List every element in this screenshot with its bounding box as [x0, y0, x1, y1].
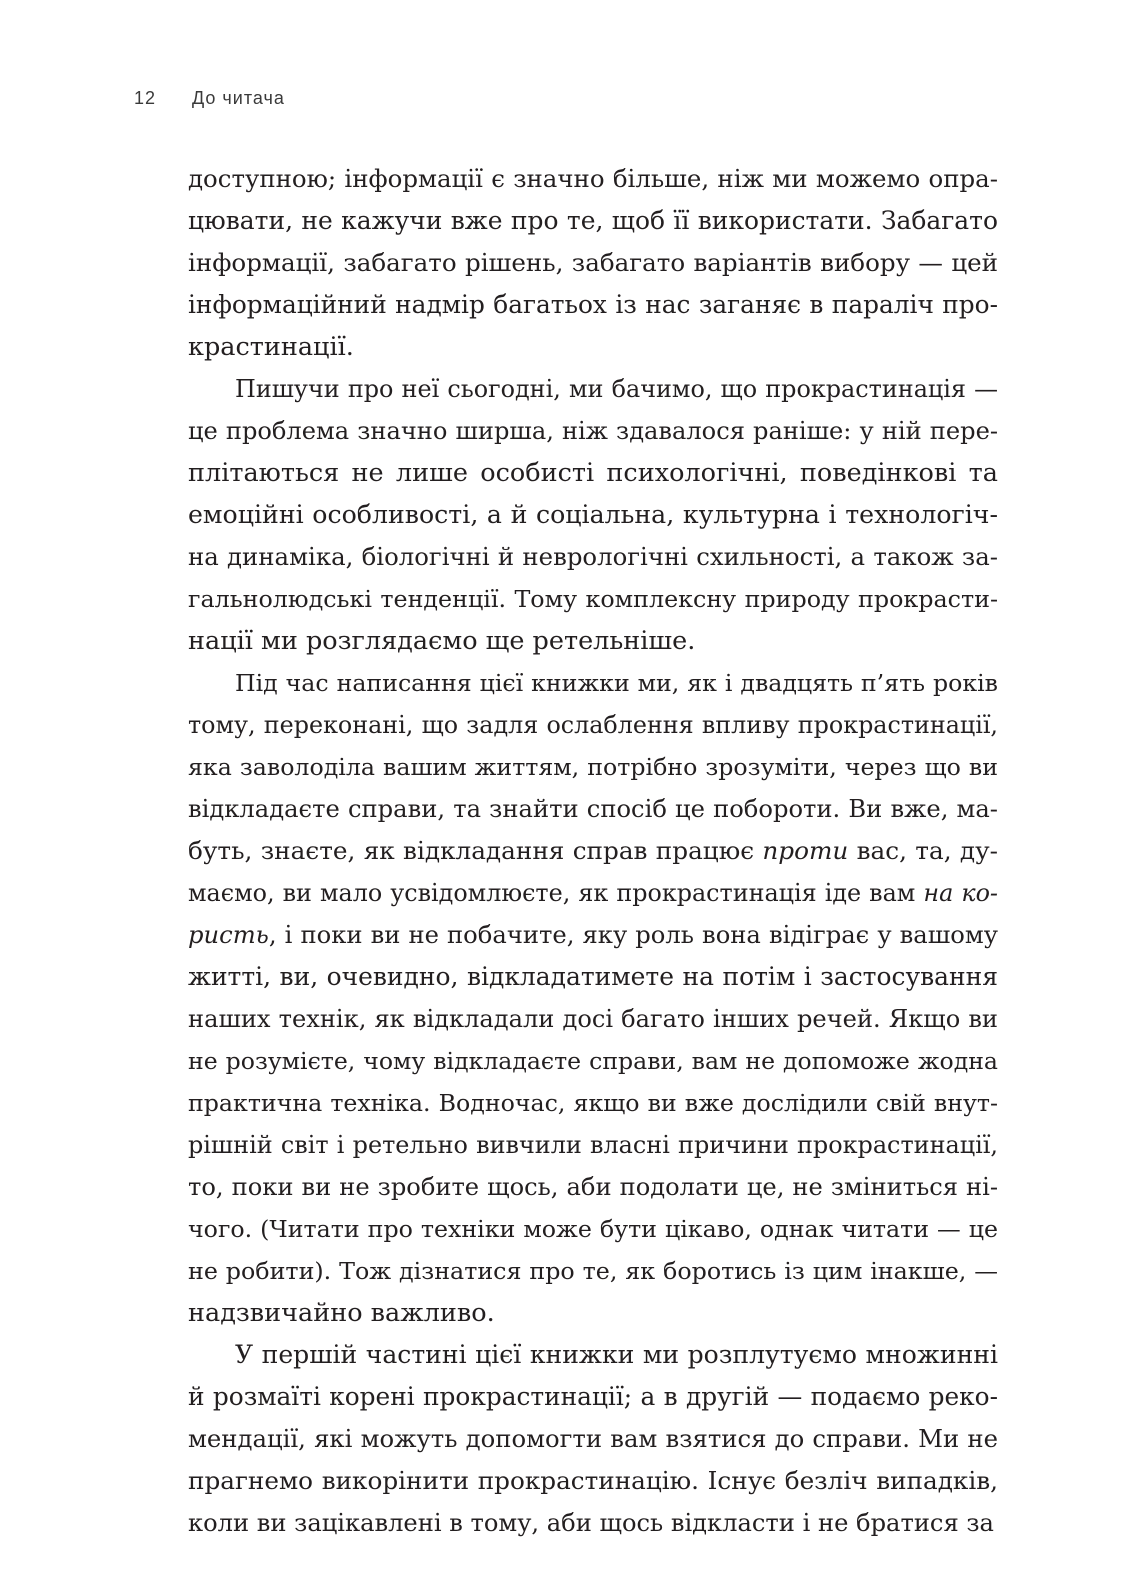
text-line: [188, 494, 998, 536]
text-segment: й розмаїті корені прокрастинації; а в другій — подаємо реко-: [188, 1382, 998, 1411]
text-segment: вас, та, ду-: [848, 836, 998, 865]
text-line: [188, 662, 998, 704]
text-line: [188, 1250, 998, 1292]
text-line: [188, 1208, 998, 1250]
text-line: [188, 746, 998, 788]
text-line: [188, 914, 998, 956]
text-line: [188, 1292, 998, 1334]
section-title: До читача: [192, 88, 285, 108]
text-segment: плітаються не лише особисті психологічні, поведінкові та: [188, 458, 998, 488]
text-segment: тому, переконані, що задля ослаблення впливу прокрастинації,: [188, 711, 998, 739]
text-line: [188, 1124, 998, 1166]
text-line: [188, 242, 998, 284]
text-line: [188, 1418, 998, 1460]
text-segment: яка заволоділа вашим життям, потрібно зрозуміти, через що ви: [188, 753, 998, 781]
text-line: [188, 368, 998, 410]
text-segment: не робити). Тож дізнатися про те, як боротись із цим інакше, —: [188, 1257, 998, 1285]
text-segment: Під час написання цієї книжки ми, як і двадцять п’ять років: [235, 669, 998, 697]
text-segment: інформаційний надмір багатьох із нас заганяє в параліч про-: [188, 290, 998, 319]
text-segment: Пишучи про неї сьогодні, ми бачимо, що прокрастинація —: [235, 375, 998, 403]
text-segment: надзвичайно важливо.: [188, 1298, 495, 1328]
text-line: [188, 704, 998, 746]
text-line: [188, 998, 998, 1040]
text-segment: житті, ви, очевидно, відкладатимете на потім і застосування: [188, 962, 998, 991]
text-line: [188, 284, 998, 326]
text-segment: нації ми розглядаємо ще ретельніше.: [188, 626, 696, 656]
text-segment: емоційні особливості, а й соціальна, культурна і технологіч-: [188, 500, 998, 529]
text-line: [188, 200, 998, 242]
text-segment: на динаміка, біологічні й неврологічні схильності, а також за-: [188, 542, 998, 571]
text-segment: то, поки ви не зробите щось, аби подолати це, не зміниться ні-: [188, 1173, 998, 1201]
emphasis-text: проти: [762, 836, 849, 865]
text-line: [188, 1334, 998, 1376]
text-segment: практична техніка. Водночас, якщо ви вже дослідили свій внут-: [188, 1089, 998, 1117]
text-segment: рішній світ і ретельно вивчили власні причини прокрастинації,: [188, 1131, 998, 1159]
emphasis-text: ристь: [188, 920, 269, 949]
text-segment: прагнемо викорінити прокрастинацію. Існує безліч випадків,: [188, 1466, 998, 1495]
text-segment: крастинації.: [188, 332, 354, 362]
text-line: [188, 956, 998, 998]
text-line: [188, 1166, 998, 1208]
text-line: [188, 830, 998, 872]
paragraph: [188, 158, 998, 368]
text-line: [188, 872, 998, 914]
page-number: 12: [134, 88, 157, 108]
text-segment: У першій частині цієї книжки ми розплутуємо множинні: [235, 1340, 998, 1369]
paragraph: [188, 1334, 998, 1544]
text-line: [188, 1460, 998, 1502]
text-segment: доступною; інформації є значно більше, ніж ми можемо опра-: [188, 164, 998, 193]
text-segment: це проблема значно ширша, ніж здавалося раніше: у ній пере-: [188, 417, 998, 445]
text-line: [188, 578, 998, 620]
text-line: [188, 1082, 998, 1124]
text-line: [188, 452, 998, 494]
text-segment: чого. (Читати про техніки може бути цікаво, однак читати — це: [188, 1215, 998, 1243]
text-segment: , і поки ви не побачите, яку роль вона відіграє у вашому: [268, 920, 998, 949]
text-line: [188, 536, 998, 578]
text-segment: цювати, не кажучи вже про те, щоб її використати. Забагато: [188, 206, 998, 235]
text-segment: буть, знаєте, як відкладання справ працює: [188, 836, 763, 865]
text-line: [188, 410, 998, 452]
text-line: [188, 326, 998, 368]
text-segment: не розумієте, чому відкладаєте справи, вам не допоможе жодна: [188, 1047, 998, 1075]
text-segment: гальнолюдські тенденції. Тому комплексну природу прокрасти-: [188, 585, 998, 613]
paragraph: [188, 662, 998, 1334]
paragraph: [188, 368, 998, 662]
text-segment: наших технік, як відкладали досі багато інших речей. Якщо ви: [188, 1005, 998, 1033]
text-line: [188, 1502, 998, 1544]
text-line: [188, 788, 998, 830]
text-segment: інформації, забагато рішень, забагато варіантів вибору — цей: [188, 248, 998, 277]
running-head: [134, 88, 285, 116]
text-line: [188, 1040, 998, 1082]
text-line: [188, 158, 998, 200]
text-segment: мендації, які можуть допомогти вам взятися до справи. Ми не: [188, 1424, 998, 1453]
text-segment: коли ви зацікавлені в тому, аби щось відкласти і не братися за: [188, 1509, 994, 1537]
body-text: [188, 158, 998, 1544]
text-line: [188, 620, 998, 662]
text-segment: маємо, ви мало усвідомлюєте, як прокрастинація іде вам: [188, 879, 924, 907]
text-line: [188, 1376, 998, 1418]
text-segment: відкладаєте справи, та знайти спосіб це побороти. Ви вже, ма-: [188, 795, 998, 823]
emphasis-text: на ко-: [923, 879, 998, 907]
